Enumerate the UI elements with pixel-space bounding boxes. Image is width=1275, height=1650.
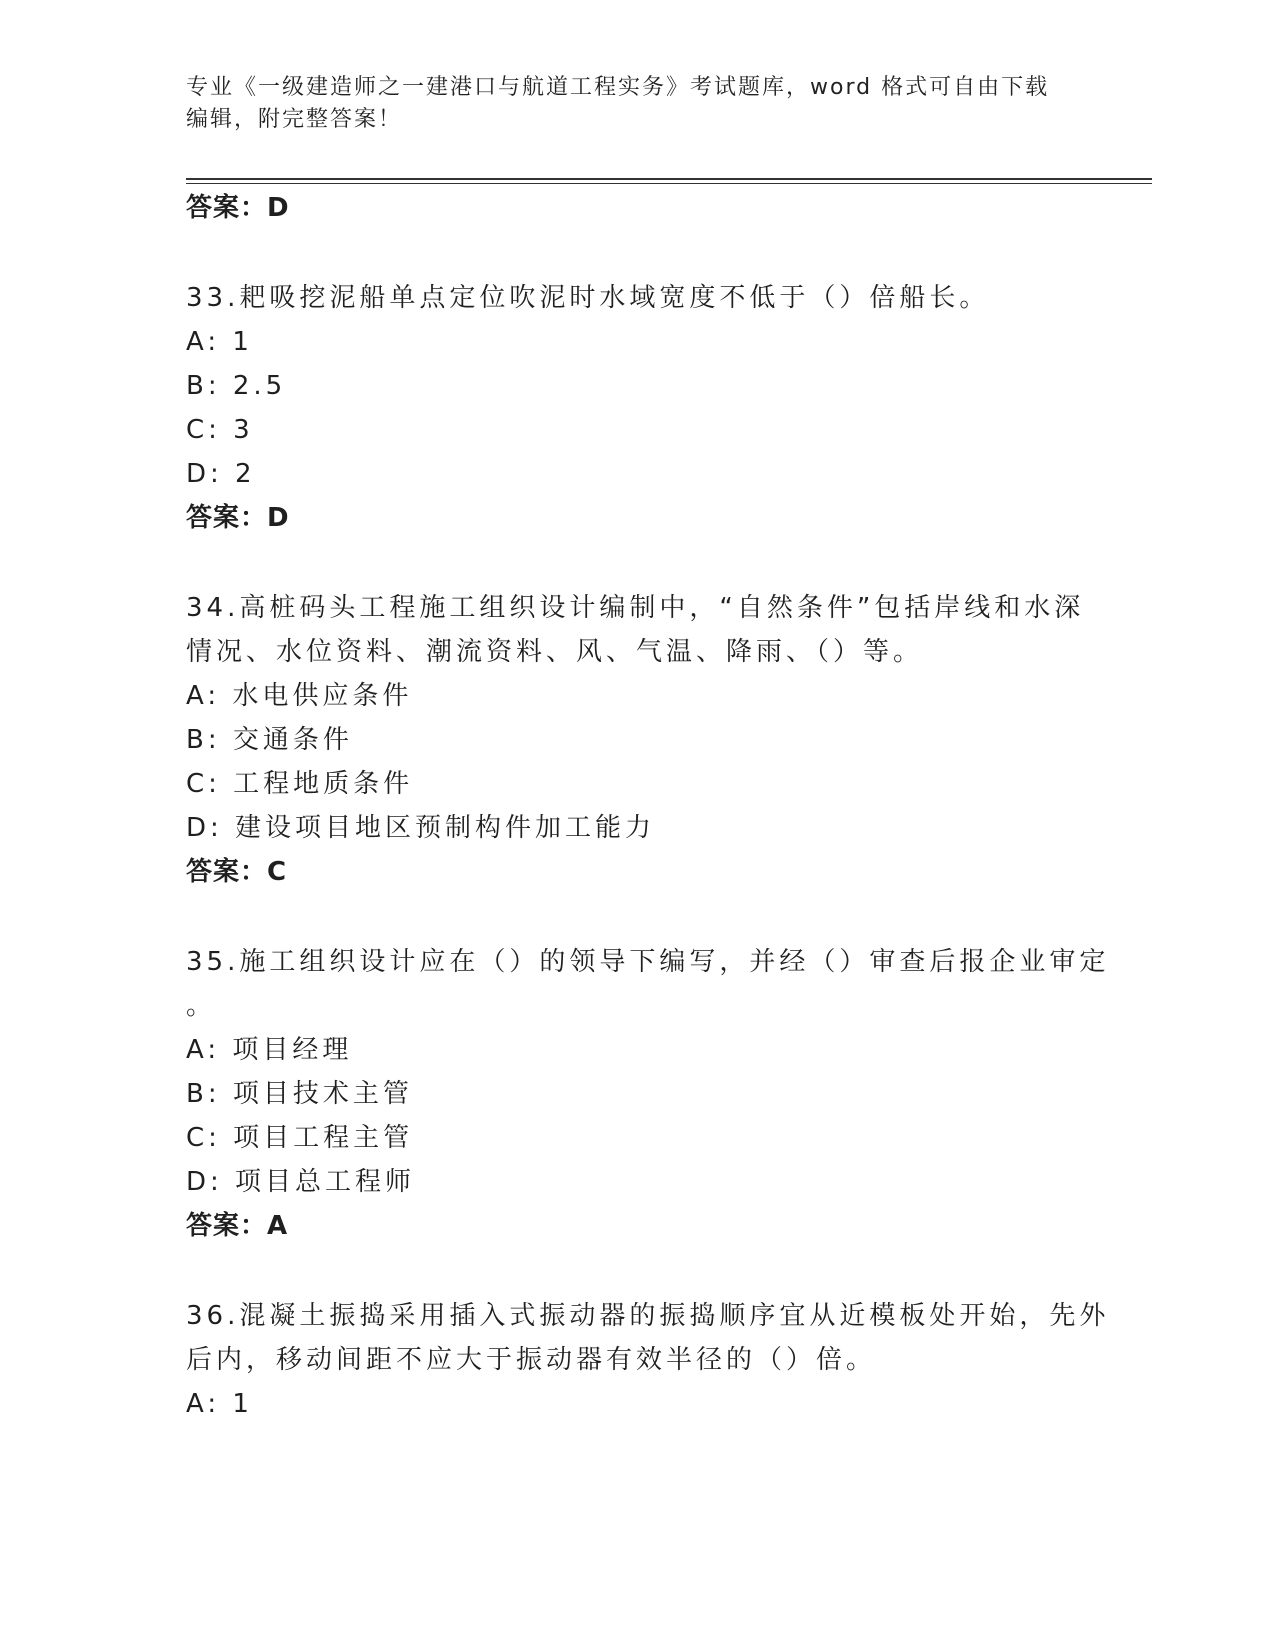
header-line-1: 专业《一级建造师之一建港口与航道工程实务》考试题库，word 格式可自由下载 bbox=[186, 75, 1050, 100]
question-35-option-a: A: 项目经理 bbox=[186, 1035, 353, 1065]
question-33-answer: 答案：D bbox=[186, 503, 290, 533]
question-34-option-b: B: 交通条件 bbox=[186, 725, 353, 755]
question-34-option-a: A: 水电供应条件 bbox=[186, 681, 413, 711]
question-33-option-d: D: 2 bbox=[186, 459, 256, 489]
question-35-answer: 答案：A bbox=[186, 1211, 289, 1241]
question-35-stem-line-2: 。 bbox=[186, 991, 217, 1021]
question-36-option-a: A: 1 bbox=[186, 1389, 253, 1419]
question-34-stem-line-2: 情况、水位资料、潮流资料、风、气温、降雨、（）等。 bbox=[186, 637, 924, 667]
question-33-option-a: A: 1 bbox=[186, 327, 253, 357]
header-line-2: 编辑，附完整答案！ bbox=[186, 107, 403, 132]
question-34-option-c: C: 工程地质条件 bbox=[186, 769, 414, 799]
question-36-stem-line-2: 后内，移动间距不应大于振动器有效半径的（）倍。 bbox=[186, 1345, 877, 1375]
question-34-answer: 答案：C bbox=[186, 857, 288, 887]
question-34-option-d: D: 建设项目地区预制构件加工能力 bbox=[186, 813, 656, 843]
question-35-stem-line-1: 35.施工组织设计应在（）的领导下编写，并经（）审查后报企业审定 bbox=[186, 947, 1110, 977]
question-34-stem-line-1: 34.高桩码头工程施工组织设计编制中，“自然条件”包括岸线和水深 bbox=[186, 593, 1085, 623]
question-33-option-c: C: 3 bbox=[186, 415, 254, 445]
header-rule-thin bbox=[186, 183, 1152, 184]
question-35-option-d: D: 项目总工程师 bbox=[186, 1167, 416, 1197]
question-33-stem: 33.耙吸挖泥船单点定位吹泥时水域宽度不低于（）倍船长。 bbox=[186, 283, 990, 313]
question-36-stem-line-1: 36.混凝土振捣采用插入式振动器的振捣顺序宜从近模板处开始，先外 bbox=[186, 1301, 1110, 1331]
previous-answer: 答案：D bbox=[186, 193, 290, 223]
question-35-option-c: C: 项目工程主管 bbox=[186, 1123, 414, 1153]
question-35-option-b: B: 项目技术主管 bbox=[186, 1079, 413, 1109]
question-33-option-b: B: 2.5 bbox=[186, 371, 287, 401]
document-header bbox=[186, 72, 1076, 136]
header-rule-thick bbox=[186, 178, 1152, 180]
